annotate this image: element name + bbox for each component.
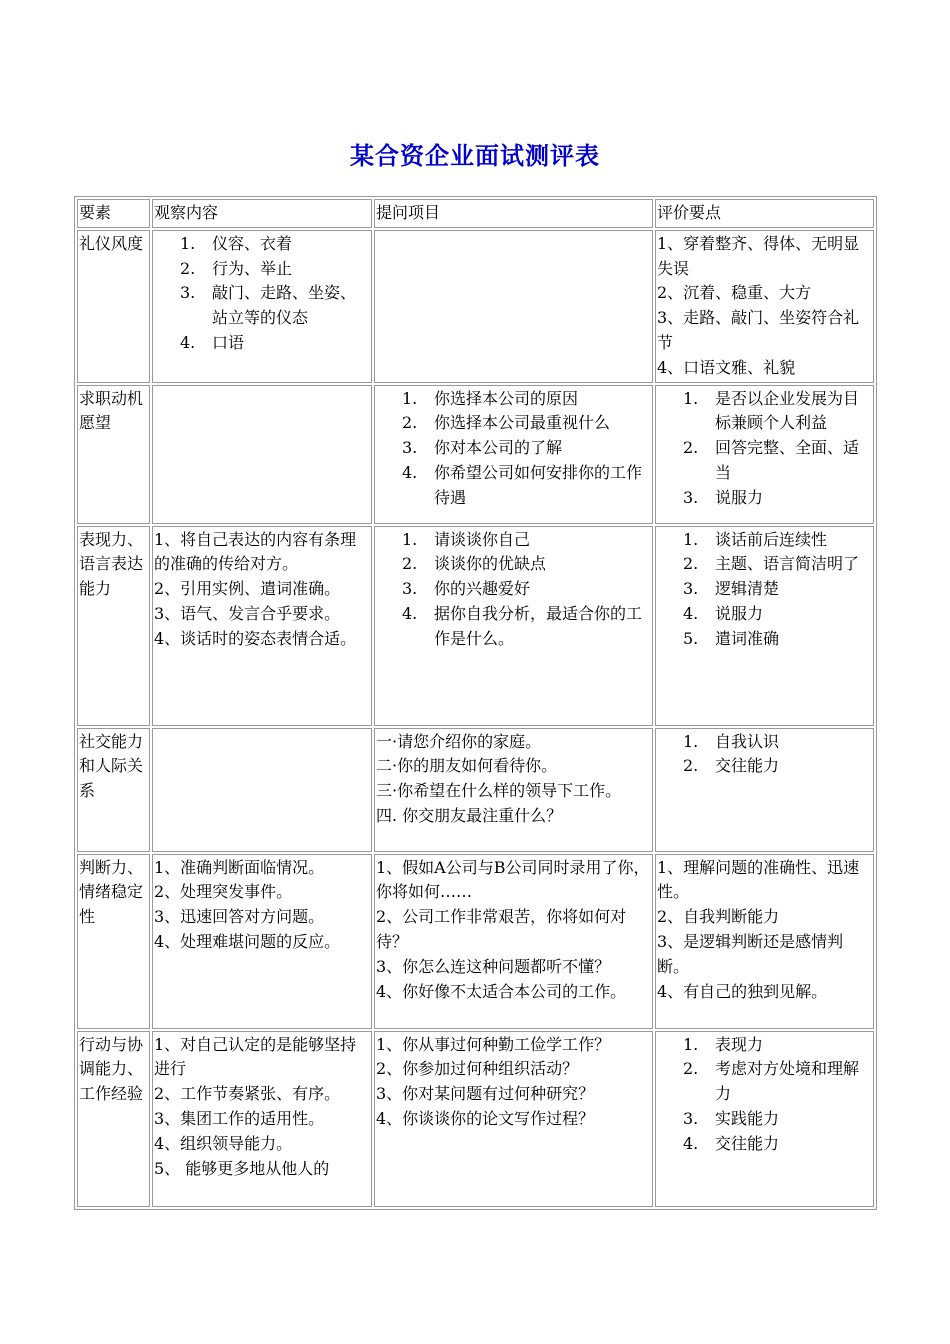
numbered-list (657, 528, 872, 652)
cell-line: 3、你怎么连这种问题都听不懂？ (376, 956, 611, 976)
numbered-list (376, 387, 651, 511)
list-text: 说服力 (715, 603, 764, 623)
list-number: 1. (402, 529, 418, 549)
list-text: 你希望公司如何安排你的工作待遇 (434, 462, 643, 507)
list-text: 敲门、走路、坐姿、站立等的仪态 (212, 283, 357, 328)
numbered-list (657, 1033, 872, 1157)
observe-cell (152, 230, 372, 383)
element-cell: 判断力、情绪稳定性 (77, 854, 150, 1029)
list-text: 仪容、衣着 (212, 233, 293, 253)
evaluate-cell (655, 385, 874, 524)
list-text: 交往能力 (715, 756, 780, 776)
observe-cell (152, 728, 372, 852)
list-number: 2. (683, 438, 699, 458)
cell-line: 二·你的朋友如何看待你。 (376, 756, 558, 776)
list-number: 5. (683, 628, 699, 648)
header-evaluate: 评价要点 (655, 199, 874, 228)
cell-line: 3、是逻辑判断还是感情判断。 (657, 931, 844, 976)
list-item (154, 281, 370, 331)
list-item (657, 1057, 872, 1107)
list-number: 2. (402, 413, 418, 433)
list-item (657, 486, 872, 511)
list-text: 说服力 (715, 487, 764, 507)
list-item (657, 730, 872, 755)
numbered-list (657, 730, 872, 780)
list-text: 行为、举止 (212, 258, 293, 278)
cell-line: 4、谈话时的姿态表情合适。 (154, 628, 357, 648)
list-item (657, 552, 872, 577)
list-text: 你对本公司的了解 (434, 438, 563, 458)
cell-line: 2、你参加过何种组织活动？ (376, 1059, 579, 1079)
list-item (657, 1107, 872, 1132)
cell-line: 3、语气、发言合乎要求。 (154, 603, 341, 623)
list-number: 1. (683, 731, 699, 751)
cell-line: 4、你好像不太适合本公司的工作。 (376, 981, 627, 1001)
questions-cell (374, 728, 653, 852)
table-body (77, 199, 874, 1207)
cell-line: 4、有自己的独到见解。 (657, 981, 828, 1001)
list-text: 据你自我分析，最适合你的工作是什么。 (434, 603, 643, 648)
cell-line: 2、处理突发事件。 (154, 882, 293, 902)
cell-line: 2、引用实例、遣词准确。 (154, 579, 341, 599)
list-item (376, 602, 651, 652)
table-row (77, 526, 874, 726)
list-item (657, 1033, 872, 1058)
evaluate-cell (655, 728, 874, 852)
cell-line: 3、走路、敲门、坐姿符合礼节 (657, 308, 860, 352)
cell-line: 3、迅速回答对方问题。 (154, 907, 325, 927)
evaluate-cell (655, 230, 874, 383)
cell-line: 1、理解问题的准确性、迅速性。 (657, 857, 860, 902)
list-text: 考虑对方处境和理解力 (715, 1059, 860, 1104)
cell-line: 4、你谈谈你的论文写作过程？ (376, 1108, 595, 1128)
observe-cell (152, 385, 372, 524)
list-text: 谈话前后连续性 (715, 529, 828, 549)
observe-cell (152, 1031, 372, 1207)
list-number: 4. (402, 462, 418, 482)
observe-cell (152, 854, 372, 1029)
cell-line: 一·请您介绍你的家庭。 (376, 731, 542, 751)
list-item (376, 387, 651, 412)
observe-cell (152, 526, 372, 726)
list-number: 2. (683, 1059, 699, 1079)
cell-line: 1、准确判断面临情况。 (154, 857, 325, 877)
list-number: 2. (683, 554, 699, 574)
cell-line: 5、 能够更多地从他人的 (154, 1158, 330, 1178)
cell-line: 2、工作节奏紧张、有序。 (154, 1084, 341, 1104)
list-number: 3. (683, 1108, 699, 1128)
list-text: 表现力 (715, 1034, 764, 1054)
list-item (657, 754, 872, 779)
list-text: 是否以企业发展为目标兼顾个人利益 (715, 388, 860, 433)
cell-line: 4、口语文雅、礼貌 (657, 357, 796, 377)
header-observe: 观察内容 (152, 199, 372, 228)
list-item (376, 552, 651, 577)
list-text: 请谈谈你自己 (434, 529, 531, 549)
list-number: 1. (683, 529, 699, 549)
list-item (376, 461, 651, 511)
list-item (154, 331, 370, 356)
list-item (657, 436, 872, 486)
page-title: 某合资企业面试测评表 (350, 142, 600, 170)
questions-cell (374, 1031, 653, 1207)
list-number: 2. (180, 258, 196, 278)
element-cell: 行动与协调能力、工作经验 (77, 1031, 150, 1207)
list-number: 3. (402, 579, 418, 599)
list-item (657, 577, 872, 602)
cell-line: 4、处理难堪问题的反应。 (154, 931, 341, 951)
list-item (376, 528, 651, 553)
questions-cell (374, 854, 653, 1029)
list-text: 实践能力 (715, 1108, 780, 1128)
questions-cell (374, 526, 653, 726)
cell-line: 三·你希望在什么样的领导下工作。 (376, 781, 622, 801)
list-number: 3. (402, 438, 418, 458)
element-cell: 社交能力和人际关系 (77, 728, 150, 852)
list-text: 遣词准确 (715, 628, 780, 648)
cell-line: 1、假如A公司与B公司同时录用了你，你将如何…… (376, 857, 650, 902)
list-text: 你选择本公司的原因 (434, 388, 579, 408)
cell-line: 4、组织领导能力。 (154, 1133, 293, 1153)
list-text: 主题、语言简洁明了 (715, 554, 860, 574)
evaluation-table (74, 196, 877, 1210)
list-number: 3. (180, 283, 196, 303)
list-text: 交往能力 (715, 1133, 780, 1153)
list-number: 2. (683, 756, 699, 776)
element-cell: 礼仪风度 (77, 230, 150, 383)
list-number: 3. (683, 487, 699, 507)
cell-line: 3、你对某问题有过何种研究？ (376, 1084, 595, 1104)
list-number: 4. (180, 332, 196, 352)
list-number: 4. (683, 1133, 699, 1153)
numbered-list (657, 387, 872, 511)
cell-line: 2、公司工作非常艰苦，你将如何对待？ (376, 907, 627, 951)
table-row (77, 1031, 874, 1207)
list-item (376, 411, 651, 436)
cell-line: 1、将自己表达的内容有条理的准确的传给对方。 (154, 529, 357, 574)
cell-line: 2、沉着、稳重、大方 (657, 283, 812, 303)
cell-line: 1、对自己认定的是能够坚持进行 (154, 1034, 357, 1079)
list-text: 口语 (212, 332, 245, 352)
list-item (657, 387, 872, 437)
evaluate-cell (655, 526, 874, 726)
list-item (657, 528, 872, 553)
list-text: 逻辑清楚 (715, 579, 780, 599)
list-number: 1. (180, 233, 196, 253)
list-item (376, 577, 651, 602)
list-number: 2. (402, 554, 418, 574)
cell-line: 四. 你交朋友最注重什么？ (376, 805, 563, 825)
table-row (77, 385, 874, 524)
list-text: 自我认识 (715, 731, 780, 751)
element-cell: 求职动机愿望 (77, 385, 150, 524)
numbered-list (154, 232, 370, 356)
numbered-list (376, 528, 651, 652)
table-row (77, 728, 874, 852)
list-item (376, 436, 651, 461)
questions-cell (374, 385, 653, 524)
list-number: 3. (683, 579, 699, 599)
evaluate-cell (655, 1031, 874, 1207)
cell-line: 1、你从事过何种勤工俭学工作？ (376, 1034, 611, 1054)
list-item (657, 627, 872, 652)
list-item (154, 232, 370, 257)
list-item (657, 1132, 872, 1157)
list-text: 谈谈你的优缺点 (434, 554, 547, 574)
table-row (77, 854, 874, 1029)
cell-line: 3、集团工作的适用性。 (154, 1108, 325, 1128)
list-number: 1. (683, 1034, 699, 1054)
list-number: 1. (402, 388, 418, 408)
evaluate-cell (655, 854, 874, 1029)
table-header-row (77, 199, 874, 228)
list-number: 4. (683, 603, 699, 623)
element-cell: 表现力、语言表达能力 (77, 526, 150, 726)
list-text: 回答完整、全面、适当 (715, 438, 860, 482)
list-number: 4. (402, 603, 418, 623)
questions-cell (374, 230, 653, 383)
list-text: 你选择本公司最重视什么 (434, 413, 611, 433)
header-questions: 提问项目 (374, 199, 653, 228)
header-element: 要素 (77, 199, 150, 228)
cell-line: 2、自我判断能力 (657, 907, 780, 927)
list-item (657, 602, 872, 627)
list-text: 你的兴趣爱好 (434, 579, 531, 599)
table-row (77, 230, 874, 383)
list-item (154, 257, 370, 282)
list-number: 1. (683, 388, 699, 408)
cell-line: 1、穿着整齐、得体、无明显失误 (657, 233, 860, 278)
